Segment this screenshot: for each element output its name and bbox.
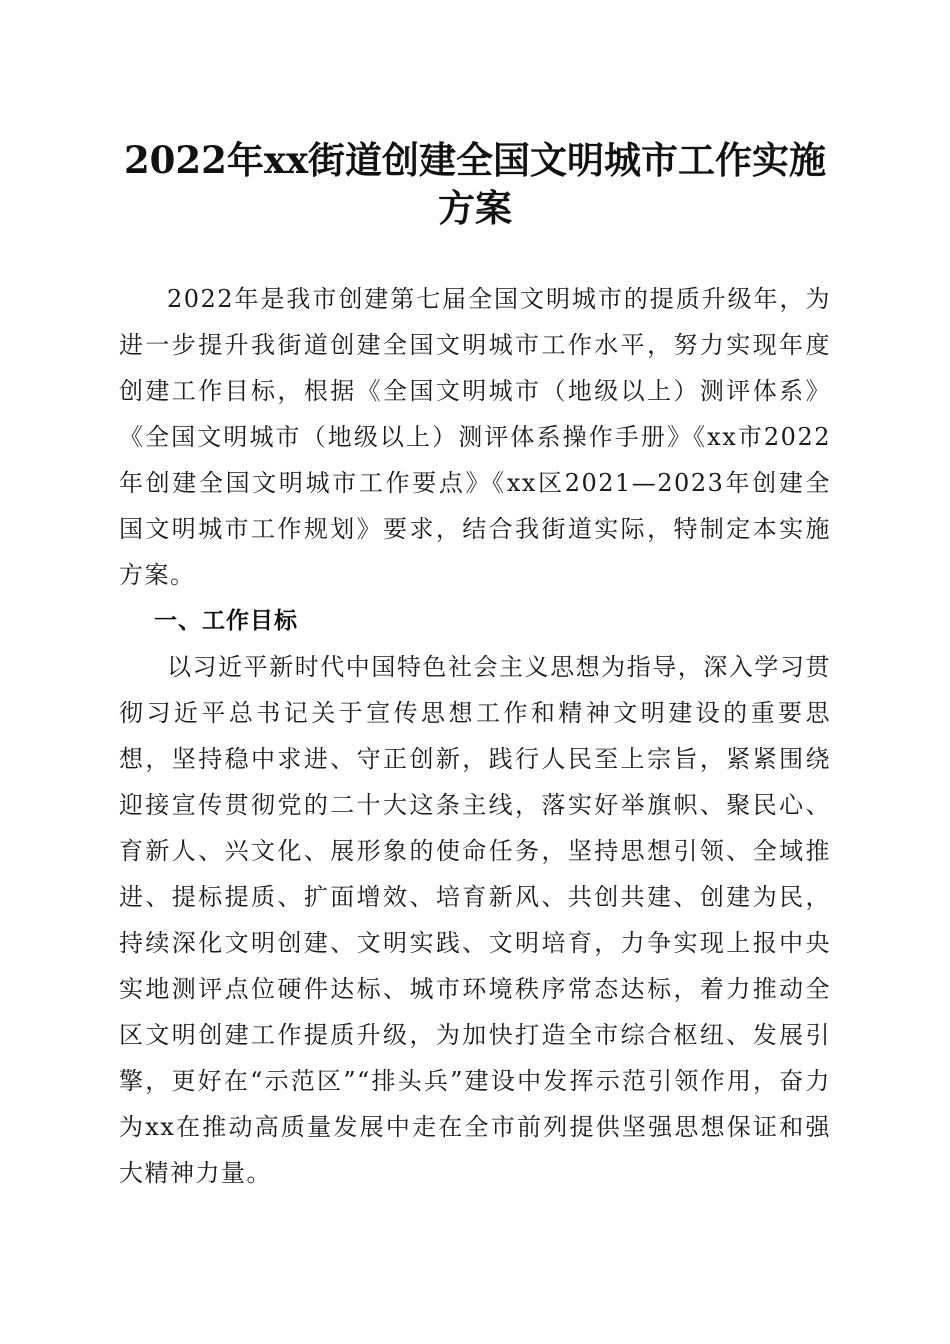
- document-title: 2022年xx街道创建全国文明城市工作实施方案: [123, 138, 827, 230]
- document-body: [119, 276, 831, 1196]
- section-heading-work-goals: 一、工作目标: [154, 608, 298, 634]
- section-paragraph-work-goals: 以习近平新时代中国特色社会主义思想为指导，深入学习贯彻习近平总书记关于宣传思想工作和精神文明建设的重要思想，坚持稳中求进、守正创新，践行人民至上宗旨，紧紧围绕迎接宣传贯彻党的二十大这条主线，落实好举旗帜、聚民心、育新人、兴文化、展形象的使命任务，坚持思想引领、全域推进、提标提质、扩面增效、培育新风、共创共建、创建为民，持续深化文明创建、文明实践、文明培育，力争实现上报中央实地测评点位硬件达标、城市环境秩序常态达标，着力推动全区文明创建工作提质升级，为加快打造全市综合枢纽、发展引擎，更好在“示范区”“排头兵”建设中发挥示范引领作用，奋力为xx在推动高质量发展中走在全市前列提供坚强思想保证和强大精神力量。: [119, 653, 831, 1187]
- intro-paragraph: 2022年是我市创建第七届全国文明城市的提质升级年，为进一步提升我街道创建全国文明城市工作水平，努力实现年度创建工作目标，根据《全国文明城市（地级以上）测评体系》《全国文明城市（地级以上）测评体系操作手册》《xx市2022年创建全国文明城市工作要点》《xx区2021—2023年创建全国文明城市工作规划》要求，结合我街道实际，特制定本实施方案。: [119, 285, 831, 589]
